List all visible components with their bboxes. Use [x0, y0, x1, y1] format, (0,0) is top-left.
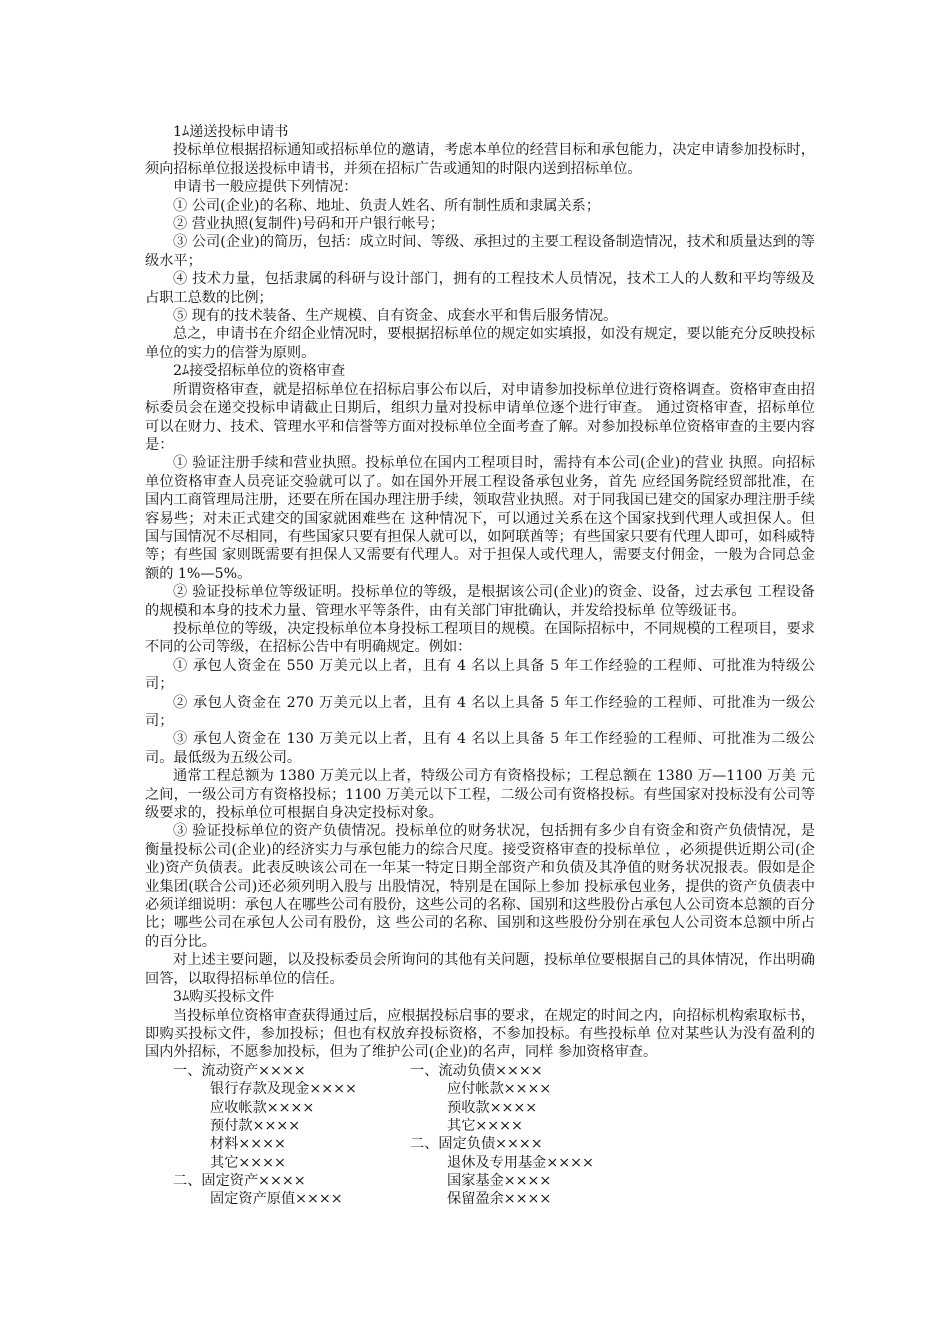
liability-item: 预收款×××× — [447, 1099, 538, 1116]
list-item: ① 公司(企业)的名称、地址、负责人姓名、所有制性质和隶属关系； — [173, 197, 601, 214]
asset-item: 其它×××× — [210, 1154, 286, 1171]
paragraph: 当投标单位资格审查获得通过后，应根据投标启事的要求，在规定的时间之内，向招标机构索取标书，即购买投标文件，参加投标；但也有权放弃投标资格，不参加投标。有些投标单 位对某些认为没有盈利的国内外招标，不愿参加投标，但为了维护公司(企业)的名声，同样 参加资格审查。 — [145, 1007, 815, 1061]
liabilities-column — [410, 1062, 670, 1209]
section-1-title: 1ﾑ递送投标申请书 — [173, 124, 289, 140]
liability-item: 退休及专用基金×××× — [447, 1154, 594, 1171]
asset-heading: 一、流动资产×××× — [173, 1062, 306, 1079]
list-item: ③ 验证投标单位的资产负债情况。投标单位的财务状况，包括拥有多少自有资金和资产负债情况，是衡量投标公司(企业)的经济实力与承包能力的综合尺度。接受资格审查的投标单位 ，必须提供近期公司(企业)资产负债表。此表反映该公司在一年某一特定日期全部资产和负债及其净值的财务状况报表。假如是企业集团(联合公司)还必须列明入股与 出股情况，特别是在国际上参加 投标承包业务，提供的资产负债表中必须详细说明：承包人在哪些公司有股份，这些公司的名称、国别和这些股份占承包人公司资本总额的百分比；哪些公司在承包人公司有股份，这 些公司的名称、国别和这些股份分别在承包人公司资本总额中所占的百分比。 — [145, 823, 815, 950]
liability-heading: 二、固定负债×××× — [410, 1136, 543, 1153]
liability-item: 保留盈余×××× — [447, 1191, 552, 1208]
list-item: ③ 公司(企业)的简历，包括：成立时间、等级、承担过的主要工程设备制造情况，技术和质量达到的等级水平； — [145, 234, 815, 269]
paragraph: 所谓资格审查，就是招标单位在招标启事公布以后，对申请参加投标单位进行资格调查。资格审查由招标委员会在递交投标申请截止日期后，组织力量对投标申请单位逐个进行审查。 通过资格审查，招标单位可以在财力、技术、管理水平和信誉等方面对投标单位全面考查了解。对参加投标单位资格审查的主要内容是： — [145, 381, 815, 453]
list-item: ③ 承包人资金在 130 万美元以上者，且有 4 名以上具备 5 年工作经验的工程师、可批准为二级公司。最低级为五级公司。 — [145, 731, 815, 766]
document-page — [145, 123, 815, 1212]
list-item: ① 验证注册手续和营业执照。投标单位在国内工程项目时，需持有本公司(企业)的营业 执照。向招标单位资格审查人员亮证交验就可以了。如在国外开展工程设备承包业务，首先 应经国务院经贸部批准，在国内工商管理局注册，还要在所在国办理注册手续，领取营业执照。对于同我国已建交的国家办理注册手续容易些；对未正式建交的国家就困难些在 这种情况下，可以通过关系在这个国家找到代理人或担保人。但国与国情况不尽相同，有些国家只要有担保人就可以，如阿联酋等；有些国家只要有代理人即可，如科威特等；有些国 家则既需要有担保人又需要有代理人。对于担保人或代理人，需要支付佣金，一般为合同总金额的 1%—5%。 — [145, 455, 815, 582]
list-item: ② 营业执照(复制件)号码和开户银行帐号； — [173, 216, 444, 233]
paragraph: 投标单位根据招标通知或招标单位的邀请，考虑本单位的经营目标和承包能力，决定申请参加投标时，须向招标单位报送投标申请书，并须在招标广告或通知的时限内送到招标单位。 — [145, 142, 815, 177]
liability-item: 国家基金×××× — [447, 1173, 552, 1190]
list-item: ⑤ 现有的技术装备、生产规模、自有资金、成套水平和售后服务情况。 — [173, 308, 618, 325]
liability-item: 应付帐款×××× — [447, 1081, 552, 1098]
paragraph: 通常工程总额为 1380 万美元以上者，特级公司方有资格投标；工程总额在 1380 万—1100 万美 元之间，一级公司方有资格投标；1100 万美元以下工程，二级公司有资格投标。有些国家对投标没有公司等级要求的，投标单位可根据自身决定投标对象。 — [145, 768, 815, 822]
list-item: ① 承包人资金在 550 万美元以上者，且有 4 名以上具备 5 年工作经验的工程师、可批准为特级公司； — [145, 657, 815, 693]
paragraph: 对上述主要问题，以及投标委员会所询问的其他有关问题，投标单位要根据自己的具体情况，作出明确回答，以取得招标单位的信任。 — [145, 952, 815, 987]
asset-heading: 二、固定资产×××× — [173, 1173, 306, 1190]
paragraph: 申请书一般应提供下列情况： — [173, 179, 358, 196]
assets-column — [145, 1062, 405, 1209]
balance-sheet-outline — [145, 1062, 815, 1212]
list-item: ④ 技术力量，包括隶属的科研与设计部门，拥有的工程技术人员情况，技术工人的人数和平均等级及占职工总数的比例； — [145, 271, 815, 306]
liability-heading: 一、流动负债×××× — [410, 1062, 543, 1079]
asset-item: 材料×××× — [210, 1136, 286, 1153]
list-item: ② 验证投标单位等级证明。投标单位的等级，是根据该公司(企业)的资金、设备，过去承包 工程设备的规模和本身的技术力量、管理水平等条件，由有关部门审批确认，并发给投标单 位等级证书。 — [145, 584, 815, 619]
asset-item: 固定资产原值×××× — [210, 1191, 343, 1208]
section-2-title: 2ﾑ接受招标单位的资格审查 — [173, 363, 346, 380]
asset-item: 预付款×××× — [210, 1117, 301, 1134]
asset-item: 应收帐款×××× — [210, 1099, 315, 1116]
asset-item: 银行存款及现金×××× — [210, 1081, 357, 1098]
paragraph: 总之，申请书在介绍企业情况时，要根据招标单位的规定如实填报，如没有规定，要以能充分反映投标单位的实力的信誉为原则。 — [145, 326, 815, 361]
list-item: ② 承包人资金在 270 万美元以上者，且有 4 名以上具备 5 年工作经验的工程师、可批准为一级公司； — [145, 694, 815, 729]
section-3-title: 3ﾑ购买投标文件 — [173, 989, 275, 1006]
liability-item: 其它×××× — [447, 1117, 523, 1134]
paragraph: 投标单位的等级，决定投标单位本身投标工程项目的规模。在国际招标中，不同规模的工程项目，要求不同的公司等级，在招标公告中有明确规定。例如： — [145, 620, 815, 656]
